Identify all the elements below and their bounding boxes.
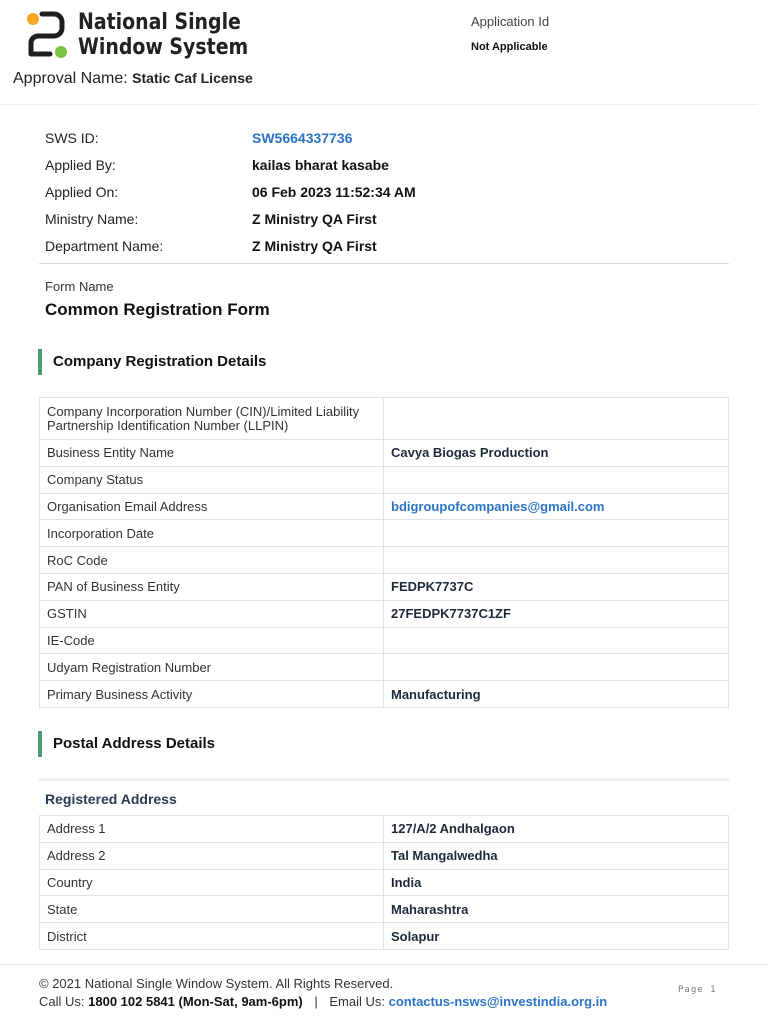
page-number: Page 1 xyxy=(678,985,717,995)
form-name-label: Form Name xyxy=(45,279,114,294)
email-label: Email Us: xyxy=(329,994,386,1009)
field-value xyxy=(384,654,729,681)
table-row xyxy=(40,627,729,654)
section-title-company: Company Registration Details xyxy=(38,349,266,375)
field-label: IE-Code xyxy=(40,627,384,654)
meta-value: 06 Feb 2023 11:52:34 AM xyxy=(252,183,416,200)
meta-row-ministry xyxy=(45,205,729,232)
field-value: Manufacturing xyxy=(384,681,729,708)
meta-label: Ministry Name: xyxy=(45,210,139,227)
email-link[interactable]: bdigroupofcompanies@gmail.com xyxy=(384,493,729,520)
contact-separator: | xyxy=(314,994,318,1009)
contact-line xyxy=(39,993,607,1011)
field-label: Company Incorporation Number (CIN)/Limited Liability Partnership Identification Number (LLPIN) xyxy=(40,398,384,440)
field-value xyxy=(384,627,729,654)
meta-label: Applied On: xyxy=(45,183,119,200)
logo-line-1: National Single xyxy=(78,10,241,35)
meta-row-applied-by xyxy=(45,151,729,178)
field-label: Address 2 xyxy=(40,842,384,869)
form-name: Common Registration Form xyxy=(45,300,270,319)
approval-name-value: Static Caf License xyxy=(132,70,253,86)
header-divider xyxy=(0,104,758,105)
field-value: Solapur xyxy=(384,923,729,950)
meta-label: Applied By: xyxy=(45,156,116,173)
section-title-postal: Postal Address Details xyxy=(38,731,215,757)
field-label: RoC Code xyxy=(40,547,384,574)
field-value: 127/A/2 Andhalgaon xyxy=(384,816,729,843)
contact-email-link[interactable]: contactus-nsws@investindia.org.in xyxy=(388,994,608,1009)
logo-line-2: Window System xyxy=(78,35,249,60)
nsws-logo xyxy=(24,10,249,64)
table-row xyxy=(40,869,729,896)
meta-row-applied-on xyxy=(45,178,729,205)
registered-address-title: Registered Address xyxy=(45,791,177,807)
field-value xyxy=(384,547,729,574)
field-value: Maharashtra xyxy=(384,896,729,923)
meta-value: Z Ministry QA First xyxy=(252,210,377,227)
nsws-logo-icon xyxy=(24,10,70,62)
company-details-table xyxy=(39,397,729,708)
field-value: 27FEDPK7737C1ZF xyxy=(384,600,729,627)
field-label: Udyam Registration Number xyxy=(40,654,384,681)
meta-label: SWS ID: xyxy=(45,129,99,146)
field-label: Business Entity Name xyxy=(40,440,384,467)
copyright-text: © 2021 National Single Window System. All Rights Reserved. xyxy=(39,976,394,991)
table-row xyxy=(40,600,729,627)
field-label: Organisation Email Address xyxy=(40,493,384,520)
table-row xyxy=(40,398,729,440)
call-label: Call Us: xyxy=(39,994,85,1009)
table-row xyxy=(40,440,729,467)
meta-value: kailas bharat kasabe xyxy=(252,156,389,173)
application-id-label: Application Id xyxy=(471,14,550,29)
field-value: Tal Mangalwedha xyxy=(384,842,729,869)
phone-number: 1800 102 5841 (Mon-Sat, 9am-6pm) xyxy=(88,994,303,1009)
field-value: India xyxy=(384,869,729,896)
field-label: State xyxy=(40,896,384,923)
table-row xyxy=(40,681,729,708)
application-id-block xyxy=(471,14,549,53)
page-footer xyxy=(39,975,607,1011)
meta-row-department xyxy=(45,232,729,259)
table-row xyxy=(40,896,729,923)
approval-name-label: Approval Name: xyxy=(13,70,128,87)
meta-label: Department Name: xyxy=(45,237,164,254)
field-label: GSTIN xyxy=(40,600,384,627)
table-row xyxy=(40,573,729,600)
postal-address-table xyxy=(39,815,729,950)
field-label: PAN of Business Entity xyxy=(40,573,384,600)
field-label: Country xyxy=(40,869,384,896)
table-row xyxy=(40,654,729,681)
application-meta xyxy=(45,124,729,259)
field-label: Address 1 xyxy=(40,816,384,843)
field-label: Company Status xyxy=(40,466,384,493)
field-label: Primary Business Activity xyxy=(40,681,384,708)
table-row xyxy=(40,520,729,547)
field-value: Cavya Biogas Production xyxy=(384,440,729,467)
sws-id-link[interactable]: SW5664337736 xyxy=(252,129,353,146)
application-id-value: Not Applicable xyxy=(471,41,548,53)
approval-name xyxy=(13,70,253,88)
table-row xyxy=(40,842,729,869)
table-row xyxy=(40,816,729,843)
table-row xyxy=(40,547,729,574)
meta-row-sws-id xyxy=(45,124,729,151)
logo-wordmark xyxy=(78,10,248,60)
table-row xyxy=(40,923,729,950)
field-label: District xyxy=(40,923,384,950)
field-value xyxy=(384,466,729,493)
table-row xyxy=(40,493,729,520)
postal-divider xyxy=(39,778,729,781)
footer-divider xyxy=(0,964,768,965)
field-value xyxy=(384,520,729,547)
field-value: FEDPK7737C xyxy=(384,573,729,600)
meta-divider xyxy=(39,263,729,264)
field-label: Incorporation Date xyxy=(40,520,384,547)
table-row xyxy=(40,466,729,493)
field-value xyxy=(384,398,729,440)
meta-value: Z Ministry QA First xyxy=(252,237,377,254)
